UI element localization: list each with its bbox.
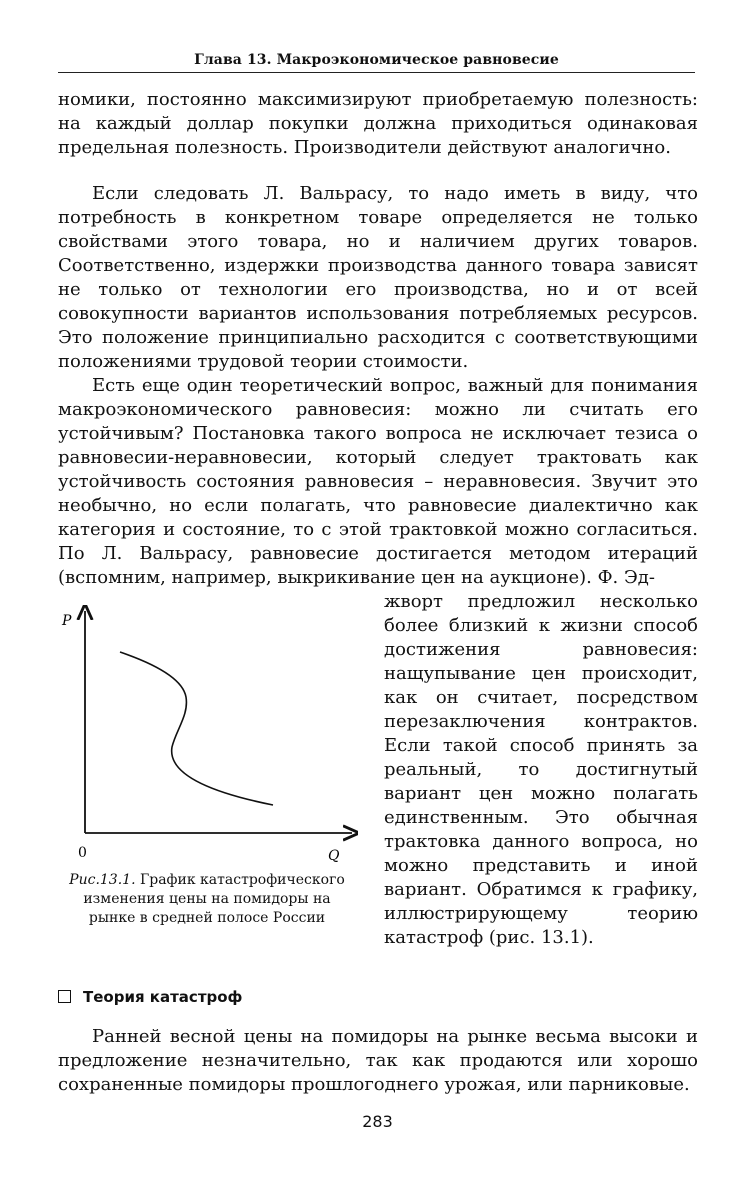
catastrophe-graph [58, 605, 358, 865]
paragraph-3-wrap [384, 590, 698, 950]
paragraph-4 [58, 1025, 698, 1097]
running-header: Глава 13. Макроэкономическое равновесие [194, 52, 559, 68]
caption-lead: Рис.13.1. [69, 872, 136, 888]
x-axis-label: Q [328, 848, 340, 864]
paragraph-2-text: Если следовать Л. Вальрасу, то надо иметь в виду, что потребность в конкретном товаре определяется не только свойствами этого товара, но и наличием других товаров. Соответственно, издержки производства данного товара зависят не только от технологии его производства, но и от всей совокупности вариантов использования потребляемых ресурсов. Это положение принципиально расходится с соответствующими положениями трудовой теории стоимости. [58, 183, 698, 372]
paragraph-3-text: Есть еще один теоретический вопрос, важный для понимания макроэкономического равновесия: можно ли считать его устойчивым? Постановка такого вопроса не исключает тезиса о равновесии-неравновесии, который следует трактовать как устойчивость состояния равновесия – неравновесия. Звучит это необычно, но если полагать, что равновесие диалектично как категория и состояние, то с этой трактовкой можно согласиться. По Л. Вальрасу, равновесие достигается методом итераций (вспомним, например, выкрикивание цен на аукционе). Ф. Эд- [58, 375, 698, 588]
page-number: 283 [362, 1112, 393, 1131]
caption-rest: График катастрофического изменения цены на помидоры на рынке в средней полосе России [83, 872, 345, 926]
section-heading-text: Теория катастроф [83, 988, 243, 1006]
section-heading [58, 988, 242, 1006]
header-rule [58, 72, 695, 73]
paragraph-1-text: номики, постоянно максимизируют приобретаемую полезность: на каждый доллар покупки должна приходиться одинаковая предельная полезность. Производители действуют аналогично. [58, 89, 698, 158]
paragraph-2 [58, 182, 698, 374]
paragraph-3-wrap-text: жворт предложил несколько более близкий к жизни способ достижения равновесия: нащупывание цен происходит, как он считает, посредством перезаключения контрактов. Если такой способ принять за реальный, то достигнутый вариант цен можно полагать единственным. Это обычная трактовка данного вопроса, но можно представить и иной вариант. Обратимся к графику, иллюстрирующему теорию катастроф (рис. 13.1). [384, 591, 698, 948]
y-axis-label: P [62, 613, 72, 629]
paragraph-3 [58, 374, 698, 590]
figure-caption [62, 871, 352, 928]
origin-label: 0 [78, 845, 87, 861]
paragraph-4-text: Ранней весной цены на помидоры на рынке весьма высоки и предложение незначительно, так как продаются или хорошо сохраненные помидоры прошлогоднего урожая, или парниковые. [58, 1026, 698, 1095]
price-curve [120, 652, 273, 805]
checkbox-square-icon [58, 990, 71, 1003]
paragraph-1 [58, 88, 698, 160]
